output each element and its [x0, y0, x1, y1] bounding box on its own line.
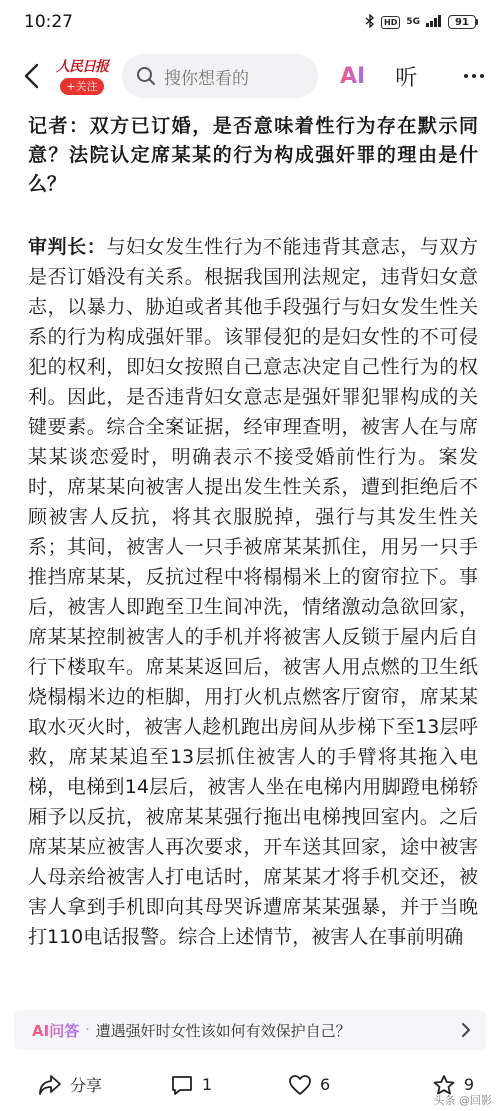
ai-qa-tag: AI问答: [32, 1021, 80, 1040]
back-button[interactable]: [14, 56, 48, 96]
answer-text: 与妇女发生性行为不能违背其意志，与双方是否订婚没有关系。根据我国刑法规定，违背妇女意志，以暴力、胁迫或者其他手段强行与妇女发生性关系的行为构成强奸罪。该罪侵犯的是妇女性的不可侵犯的权利，即妇女按照自己意志决定自己性行为的权利。因此，是否违背妇女意志是强奸罪犯罪构成的关键要素。综合全案证据，经审理查明，被害人在与席某某谈恋爱时，明确表示不接受婚前性行为。案发时，席某某向被害人提出发生性关系，遭到拒绝后不顾被害人反抗，将其衣服脱掉，强行与其发生性关系；其间，被害人一只手被席某某抓住，用另一只手推挡席某某，反抗过程中将榻榻米上的窗帘拉下。事后，被害人即跑至卫生间冲洗，情绪激动急欲回家，席某某控制被害人的手机并将被害人反锁于屋内后自行下楼取车。席某某返回后，被害人用点燃的卫生纸烧榻榻米边的柜脚，用打火机点燃客厅窗帘，席某某取水灭火时，被害人趁机跑出房间从步梯下至13层呼救，席某某追至13层抓住被害人的手臂将其拖入电梯，电梯到14层后，被害人坐在电梯内用脚蹬电梯轿厢予以反抗，被席某某强行拖出电梯拽回室内。之后席某某应被害人再次要求，开车送其回家，途中被害人母亲给被害人打电话时，席某某才将手机交还，被害人拿到手机即向其母哭诉遭席某某强暴，并于当晚打110电话报警。综合上述情节，被害人在事前明确: [28, 236, 478, 948]
ai-separator: ·: [85, 1022, 90, 1038]
question-paragraph: [28, 112, 478, 199]
search-input[interactable]: [122, 54, 318, 98]
search-icon: [136, 66, 156, 86]
watermark: 头条 @回影: [433, 1094, 492, 1107]
network-indicator: 5G: [406, 16, 420, 27]
chevron-right-icon: [456, 1022, 476, 1038]
back-arrow-icon: [23, 63, 39, 89]
question-speaker: 记者：: [28, 115, 90, 137]
answer-paragraph: [28, 232, 478, 952]
status-time: 10:27: [24, 12, 73, 32]
ai-button[interactable]: AI: [340, 63, 366, 89]
heart-icon: [288, 1074, 312, 1096]
bluetooth-icon: [365, 14, 375, 31]
ai-question-bar[interactable]: [14, 1010, 486, 1050]
more-options-icon[interactable]: [464, 74, 484, 78]
publisher-logo-text: 人民日报: [56, 59, 108, 75]
share-icon: [38, 1074, 62, 1096]
question-text: 双方已订婚，是否意味着性行为存在默示同意？法院认定席某某的行为构成强奸罪的理由是什么？: [28, 115, 478, 195]
status-bar: [0, 0, 500, 44]
signal-icon: [426, 15, 442, 30]
like-button[interactable]: [288, 1074, 406, 1096]
hd-badge: HD: [381, 16, 400, 29]
battery-level: 91: [448, 15, 476, 29]
top-nav: [0, 48, 500, 104]
share-button[interactable]: [38, 1073, 156, 1096]
ai-suggested-question: 遭遇强奸时女性该如何有效保护自己？: [95, 1021, 351, 1040]
comment-count: 1: [202, 1075, 213, 1094]
article-body: [28, 112, 478, 952]
comment-icon: [170, 1074, 194, 1096]
publisher-logo[interactable]: [54, 57, 110, 95]
search-placeholder: 搜你想看的: [164, 68, 249, 89]
share-label: 分享: [70, 1076, 103, 1095]
favorite-count: 9: [463, 1075, 474, 1094]
comment-button[interactable]: [170, 1074, 288, 1096]
follow-button[interactable]: +关注: [60, 78, 103, 95]
like-count: 6: [320, 1075, 331, 1094]
status-icons: [365, 14, 478, 31]
answer-speaker: 审判长：: [28, 236, 107, 258]
battery-icon: [448, 15, 478, 29]
listen-button[interactable]: 听: [395, 65, 418, 91]
bottom-action-bar: [0, 1058, 500, 1111]
